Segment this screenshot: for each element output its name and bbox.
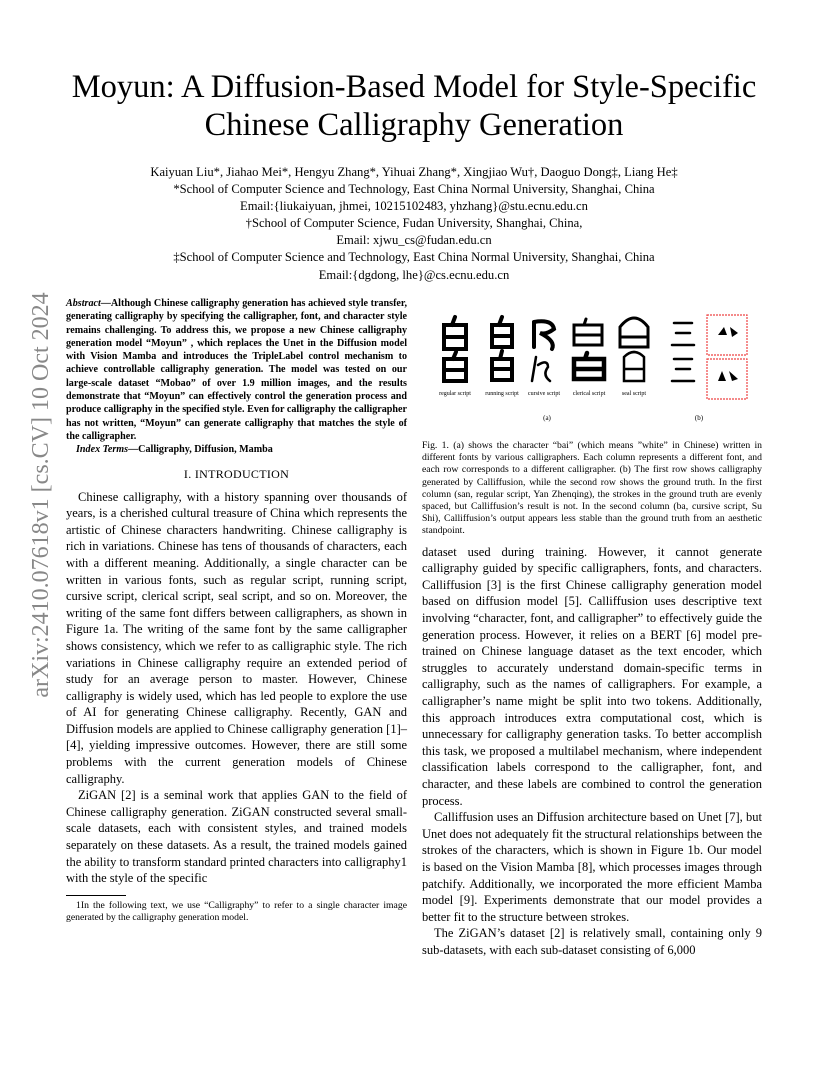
label-seal-script: seal script [621,391,647,397]
arxiv-identifier [18,285,58,705]
label-running-script: running script [485,391,519,397]
abstract-text: —Although Chinese calligraphy generation has achieved style transfer, generating calligraphy by specifying the calligrapher, font, and character style remains challenging. To address this, we propose a new Chinese calligraphy generation model “Moyun” , which replaces the Unet in the Diffusion model with Vision Mamba and introduces the TripleLabel control mechanism to achieve controllable calligraphy generation. The model was tested on our large-scale dataset “Mobao” of over 1.9 million images, and the results demonstrate that “Moyun” can effectively control the generation process and produce calligraphy in the specified style. Even for calligraphy the calligrapher has not written, “Moyun” can generate calligraphy that matches the style of the calligrapher. [66,298,407,442]
index-terms-text: —Calligraphy, Diffusion, Mamba [128,444,273,456]
glyph-b-1 [672,323,694,345]
glyph-regular-1 [444,317,466,349]
glyph-regular-2 [444,352,466,381]
intro-paragraph-2: ZiGAN [2] is a seminal work that applies GAN to the field of Chinese calligraphy generation. ZiGAN constructed several small-scale datasets, each with consistent styles, and trained models separately on these datasets. As a result, the trained models gained the ability to transform standard printed characters into calligraphy1 with the style of the specific [66,788,407,886]
footnote-rule [66,895,126,896]
glyph-cursive-2 [532,357,550,381]
title-line-2: Chinese Calligraphy Generation [204,107,624,143]
affiliation-2: †School of Computer Science, Fudan University, Shanghai, China, [245,216,583,231]
affiliation-3: ‡School of Computer Science and Technology, East China Normal University, Shanghai, China [173,250,655,265]
footnote: 1In the following text, we use “Calligraphy” to refer to a single character image generated by the calligraphy generation model. [66,899,407,923]
label-cursive-script: cursive script [527,391,561,397]
glyph-b-4 [718,371,738,381]
glyph-b-2 [718,327,738,337]
affiliation-1: *School of Computer Science and Technology, East China Normal University, Shanghai, China [173,182,655,197]
svg-text:arXiv:2410.07618v1 [cs.CV] 1: arXiv:2410.07618v1 [cs.CV] 10 Oct 2024 [28,292,54,698]
author-block [60,164,768,284]
left-column [66,297,407,924]
right-paragraph-2: Calliffusion uses an Diffusion architecture based on Unet [7], but Unet does not adequately fit the structural relationships between the strokes of the characters, which is shown in Figure 1b. Our model is based on the Vision Mamba [8], which processes images through patchify. Additionally, we incorporated the more efficient Mamba model [9]. Experiments demonstrate that our model provides a better fit to the structure between strokes. [422,810,762,924]
abstract-label: Abstract [66,298,101,309]
right-paragraph-1: dataset used during training. However, it cannot generate calligraphy guided by specific calligraphers, fonts, and characters. Calliffusion [3] is the first Chinese calligraphy generation model based on diffusion model [5]. Calliffusion uses descriptive text involving “character, font, and calligrapher” to effectively guide the generation process. However, it relies on a BERT [6] model pre-trained on Chinese language dataset as the text encoder, which struggles to accurately understand domain-specific terms in calligraphy, such as the names of calligraphers. For example, a calligrapher’s name might be split into two tokens. Additionally, this approach introduces extra computational cost, which is unnecessary for calligraphy generation tasks. To better accomplish this task, we proposed a multilabel mechanism, where independent classification labels correspond to the calligrapher, font, and character, and these labels are combined to control the generation process. [422,544,762,808]
index-terms-label: Index Terms [76,444,129,456]
figure-1-graphic [422,297,762,432]
right-column [422,297,762,958]
abstract [66,297,407,443]
subfig-a-label: (a) [543,414,551,422]
glyph-seal-1 [620,318,648,347]
right-paragraph-3: The ZiGAN’s dataset [2] is relatively small, containing only 9 sub-datasets, with each sub-dataset consisting of 6,000 [422,926,762,957]
intro-paragraph-1: Chinese calligraphy, with a history spanning over thousands of years, is a cherished cultural treasure of China which represents the artistic of Chinese characters handwriting. Chinese calligraphy is rich in variations. Chinese has tens of thousands of characters, each with a different meaning. Additionally, a single character can be written in various fonts, such as regular script, running script, cursive script, clerical script, seal script, and so on. Moreover, the writing of the same font differs between calligraphers, as shown in Figure 1a. The writing of the same font by the same calligrapher shows consistency, which we refer to as calligraphic style. The rich variations in Chinese calligraphy require an extended period of study for an average person to master. However, Chinese calligraphy is widely used, which has led people to explore the use of AI for generating Chinese calligraphy. Recently, GAN and Diffusion models are applied to Chinese calligraphy generation [1]–[4], yielding impressive outcomes. However, there are still some problems with the current generation models of Chinese calligraphy. [66,489,407,786]
title-line-1: Moyun: A Diffusion-Based Model for Style-Specific [71,69,757,105]
section-heading: I. INTRODUCTION [183,466,290,481]
glyph-clerical-1 [574,319,602,345]
glyph-b-3 [672,359,694,381]
author-list: Kaiyuan Liu*, Jiahao Mei*, Hengyu Zhang*, Yihuai Zhang*, Xingjiao Wu†, Daoguo Dong‡, Liang He‡ [150,165,678,179]
email-1: Email:{liukaiyuan, jhmei, 10215102483, yhzhang}@stu.ecnu.edu.cn [240,199,588,214]
glyph-running-2 [492,351,512,380]
glyph-seal-2 [624,352,644,381]
glyph-clerical-2 [574,353,604,379]
glyph-running-1 [492,317,512,347]
label-clerical-script: clerical script [572,391,606,397]
email-3: Email:{dgdong, lhe}@cs.ecnu.edu.cn [318,267,510,282]
label-regular-script: regular script [439,391,471,397]
glyph-cursive-1 [534,321,554,349]
figure-1 [422,297,762,432]
paper-title [60,68,768,144]
index-terms [66,443,407,456]
subfig-b-label: (b) [694,414,704,422]
email-2: Email: xjwu_cs@fudan.edu.cn [336,233,492,248]
highlight-box-2 [707,359,747,399]
figure-caption: Fig. 1. (a) shows the character “bai” (which means ”white” in Chinese) written in different fonts by various calligraphers. Each column represents a different font, and each row corresponds to a different calligrapher. (b) The first row shows calligraphy generated by Calliffusion, while the second row shows the ground truth. In the first column (san, regular script, Yan Zhenqing), the strokes in the ground truth are evenly spaced, but Calliffusion’s result is not. In the second column (ba, cursive script, Su Shi), Calliffusion’s output appears less stable than the ground truth from an aesthetic standpoint. [422,440,762,537]
